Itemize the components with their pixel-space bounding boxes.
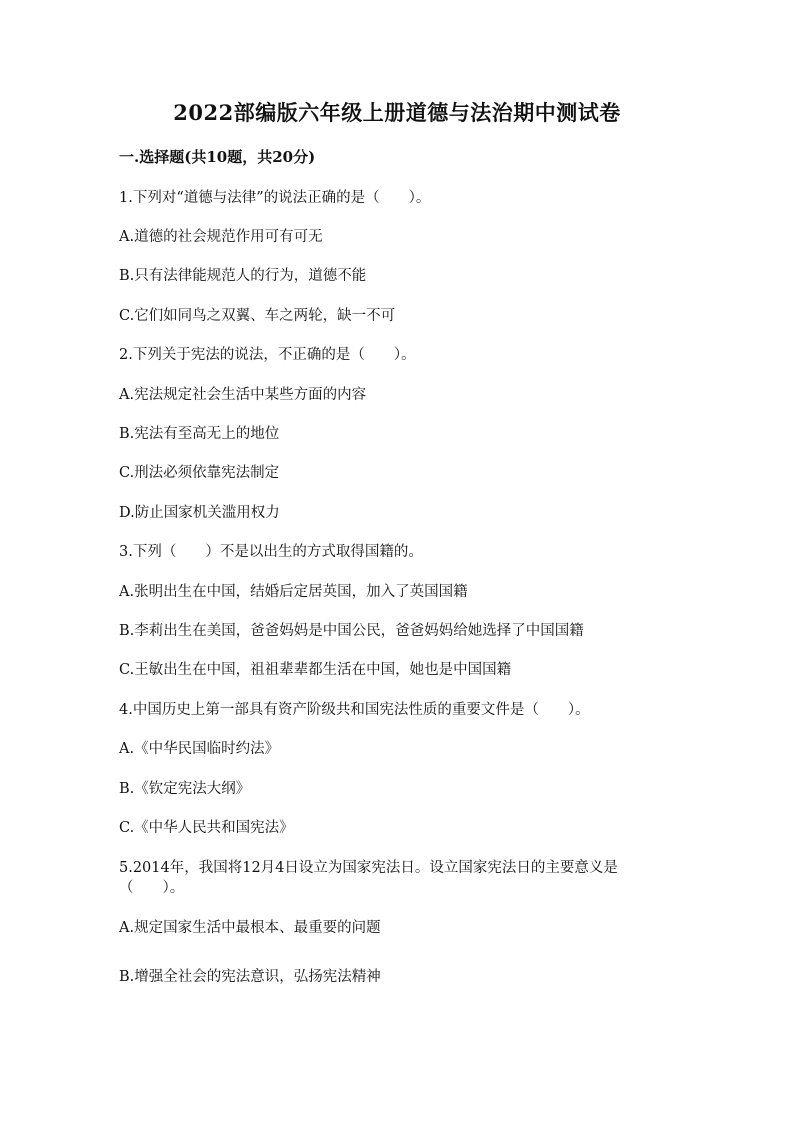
question-5-option-b: B.增强全社会的宪法意识，弘扬宪法精神 <box>119 969 381 985</box>
question-1-option-b: B.只有法律能规范人的行为，道德不能 <box>119 268 367 284</box>
question-3-stem: 3.下列（ ）不是以出生的方式取得国籍的。 <box>119 544 423 560</box>
question-5-option-a: A.规定国家生活中最根本、最重要的问题 <box>119 920 381 936</box>
question-3-option-b: B.李莉出生在美国，爸爸妈妈是中国公民，爸爸妈妈给她选择了中国国籍 <box>119 623 584 639</box>
question-4-option-b: B.《钦定宪法大纲》 <box>119 781 251 797</box>
question-3-option-c: C.王敏出生在中国，祖祖辈辈都生活在中国，她也是中国国籍 <box>119 662 512 678</box>
section-heading: 一.选择题(共10题，共20分) <box>119 148 316 166</box>
question-2-option-c: C.刑法必须依靠宪法制定 <box>119 465 280 481</box>
question-2-option-d: D.防止国家机关滥用权力 <box>119 505 280 521</box>
question-3-option-a: A.张明出生在中国，结婚后定居英国，加入了英国国籍 <box>119 584 468 600</box>
question-5-stem: 5.2014年，我国将12月4日设立为国家宪法日。设立国家宪法日的主要意义是（ ）。 <box>119 860 618 896</box>
question-4-stem: 4.中国历史上第一部具有资产阶级共和国宪法性质的重要文件是（ ）。 <box>119 702 590 718</box>
question-4-option-c: C.《中华人民共和国宪法》 <box>119 820 294 836</box>
question-1-option-c: C.它们如同鸟之双翼、车之两轮，缺一不可 <box>119 308 396 324</box>
question-4-option-a: A.《中华民国临时约法》 <box>119 741 280 757</box>
question-2-option-a: A.宪法规定社会生活中某些方面的内容 <box>119 387 367 403</box>
question-2-stem: 2.下列关于宪法的说法，不正确的是（ ）。 <box>119 347 416 363</box>
question-1-option-a: A.道德的社会规范作用可有可无 <box>119 229 323 245</box>
question-1-stem: 1.下列对“道德与法律”的说法正确的是（ ）。 <box>119 190 431 206</box>
exam-title: 2022部编版六年级上册道德与法治期中测试卷 <box>173 100 621 125</box>
question-2-option-b: B.宪法有至高无上的地位 <box>119 426 280 442</box>
